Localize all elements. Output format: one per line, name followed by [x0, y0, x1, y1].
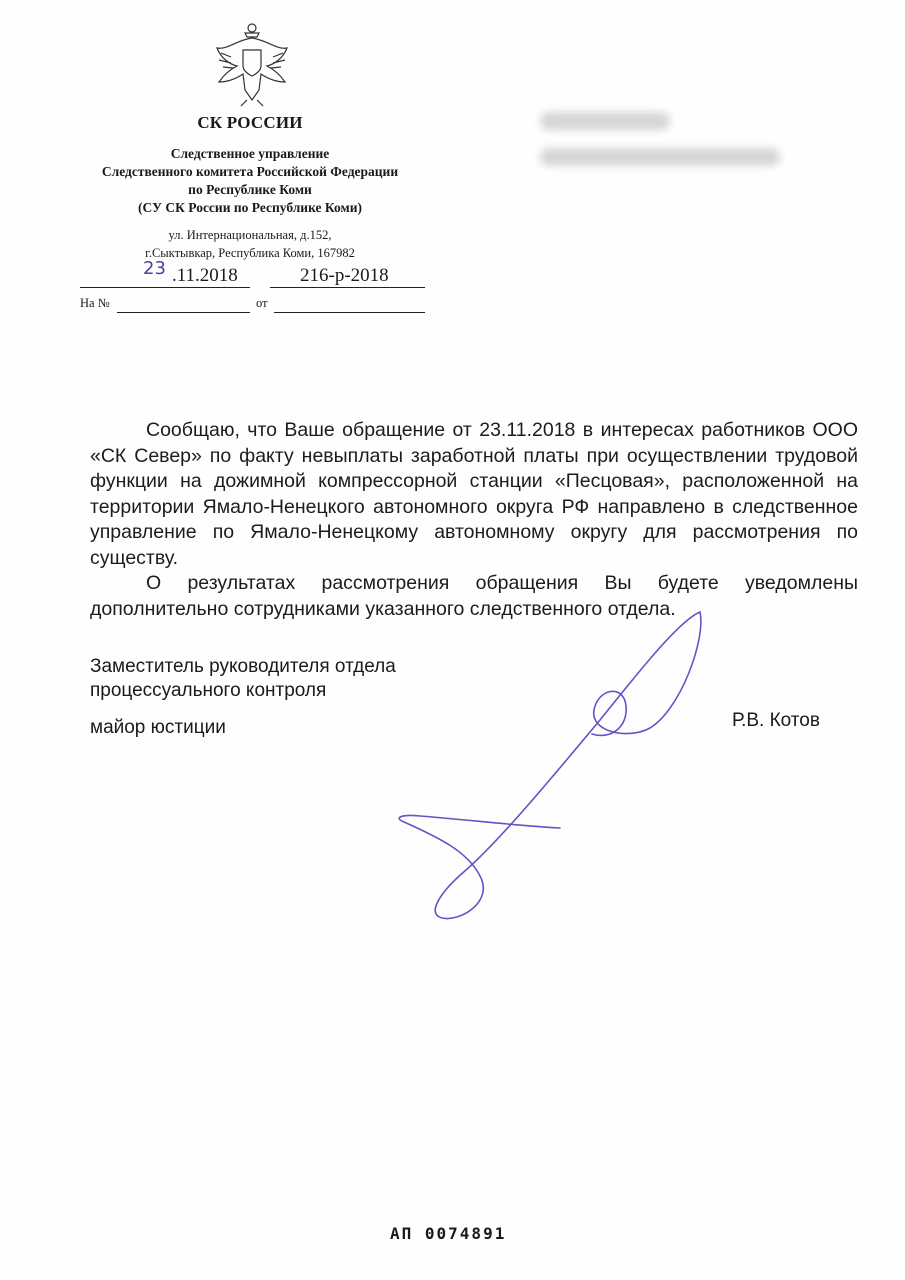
signatory-name: Р.В. Котов [732, 710, 820, 731]
handwritten-date-day: 23 [143, 258, 166, 279]
reference-date-line [274, 312, 425, 313]
address-line: ул. Интернациональная, д.152, [168, 228, 332, 242]
reference-number-label: На № [80, 296, 110, 310]
reference-date-label: от [256, 296, 268, 310]
organization-full-name [60, 145, 440, 217]
organization-short-name: СК РОССИИ [197, 113, 303, 132]
address-line: г.Сыктывкар, Республика Коми, 167982 [145, 246, 355, 260]
redacted-line [540, 112, 670, 130]
registration-number: 216-р-2018 [300, 265, 389, 286]
organization-address [100, 226, 400, 262]
body-paragraph: О результатах рассмотрения обращения Вы будете уведомлены дополнительно сотрудниками указанного следственного отдела. [90, 572, 858, 620]
number-underline [270, 287, 425, 288]
addressee-redacted [540, 112, 790, 184]
date-underline [80, 287, 250, 288]
body-paragraph: Сообщаю, что Ваше обращение от 23.11.2018 в интересах работников ООО «СК Север» по факту невыплаты заработной платы при осуществлении трудовой функции на дожимной компрессорной станции «Песцовая», расположенной на территории Ямало-Ненецкого автономного округа РФ направлено в следственное управление по Ямало-Ненецкому автономному округу для рассмотрения по существу. [90, 419, 858, 569]
org-line: (СУ СК России по Республике Коми) [138, 200, 362, 215]
org-line: Следственное управление [170, 146, 330, 161]
signatory-rank: майор юстиции [90, 717, 226, 738]
position-line: Заместитель руководителя отдела [90, 656, 396, 677]
form-serial-number: АП 0074891 [390, 1224, 507, 1243]
handwritten-signature [380, 600, 720, 930]
coat-of-arms-icon [207, 20, 297, 110]
signatory-position [90, 655, 396, 703]
org-line: Следственного комитета Российской Федерации [101, 164, 399, 179]
letter-body [90, 418, 858, 622]
signature-stroke [399, 612, 701, 919]
redacted-line [540, 148, 780, 166]
outgoing-date: .11.2018 [172, 265, 238, 286]
org-line: по Республике Коми [188, 182, 312, 197]
position-line: процессуального контроля [90, 680, 327, 701]
reference-number-line [117, 312, 250, 313]
